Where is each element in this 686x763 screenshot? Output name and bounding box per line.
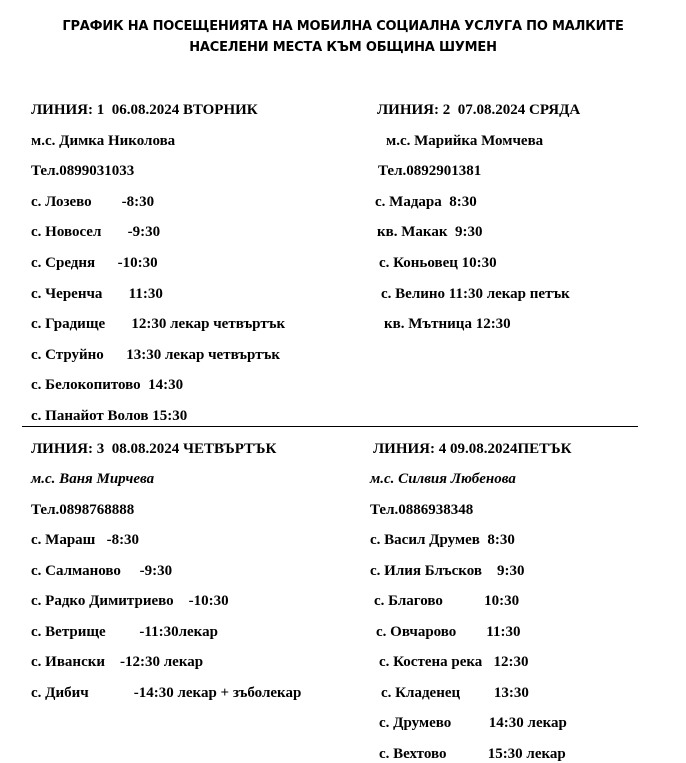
document-title-line-2: НАСЕЛЕНИ МЕСТА КЪМ ОБЩИНА ШУМЕН	[189, 40, 497, 55]
stop-item: кв. Мътница 12:30	[384, 316, 511, 332]
route-header: ЛИНИЯ: 1 06.08.2024 ВТОРНИК	[31, 102, 258, 118]
nurse-name: м.с. Ваня Мирчева	[31, 471, 155, 487]
stop-item: с. Мадара 8:30	[375, 194, 477, 210]
phone-number: Тел.0898768888	[31, 502, 135, 518]
phone-number: Тел.0892901381	[378, 163, 482, 179]
stop-item: с. Овчарово 11:30	[376, 624, 521, 640]
stop-item: с. Струйно 13:30 лекар четвъртък	[31, 347, 280, 363]
stop-item: с. Ветрище -11:30лекар	[31, 624, 218, 640]
stop-item: с. Лозево -8:30	[31, 194, 155, 210]
stop-item: кв. Макак 9:30	[377, 224, 483, 240]
stop-item: с. Мараш -8:30	[31, 532, 140, 548]
stop-item: с. Васил Друмев 8:30	[370, 532, 515, 548]
stop-item: с. Коньовец 10:30	[379, 255, 497, 271]
stop-item: с. Илия Блъсков 9:30	[370, 563, 525, 579]
stop-item: с. Дибич -14:30 лекар + зъболекар	[31, 685, 302, 701]
nurse-name: м.с. Силвия Любенова	[370, 471, 516, 487]
phone-number: Тел.0886938348	[370, 502, 474, 518]
stop-item: с. Велино 11:30 лекар петък	[381, 286, 570, 302]
route-header: ЛИНИЯ: 3 08.08.2024 ЧЕТВЪРТЪК	[31, 441, 277, 457]
stop-item: с. Средня -10:30	[31, 255, 158, 271]
stop-item: с. Вехтово 15:30 лекар	[379, 746, 566, 762]
section-divider	[22, 426, 638, 427]
phone-number: Тел.0899031033	[31, 163, 135, 179]
stop-item: с. Градище 12:30 лекар четвъртък	[31, 316, 286, 332]
stop-item: с. Кладенец 13:30	[381, 685, 529, 701]
stop-item: с. Благово 10:30	[374, 593, 520, 609]
stop-item: с. Костена река 12:30	[379, 654, 529, 670]
nurse-name: м.с. Димка Николова	[31, 133, 176, 149]
route-header: ЛИНИЯ: 4 09.08.2024ПЕТЪК	[373, 441, 572, 457]
document-title-line-1: ГРАФИК НА ПОСЕЩЕНИЯТА НА МОБИЛНА СОЦИАЛНА УСЛУГА ПО МАЛКИТЕ	[62, 19, 624, 34]
stop-item: с. Черенча 11:30	[31, 286, 163, 302]
stop-item: с. Друмево 14:30 лекар	[379, 715, 567, 731]
stop-item: с. Белокопитово 14:30	[31, 377, 184, 393]
stop-item: с. Ивански -12:30 лекар	[31, 654, 204, 670]
stop-item: с. Радко Димитриево -10:30	[31, 593, 229, 609]
stop-item: с. Панайот Волов 15:30	[31, 408, 188, 424]
nurse-name: м.с. Марийка Момчева	[386, 133, 544, 149]
route-header: ЛИНИЯ: 2 07.08.2024 СРЯДА	[377, 102, 581, 118]
stop-item: с. Салманово -9:30	[31, 563, 173, 579]
stop-item: с. Новосел -9:30	[31, 224, 161, 240]
